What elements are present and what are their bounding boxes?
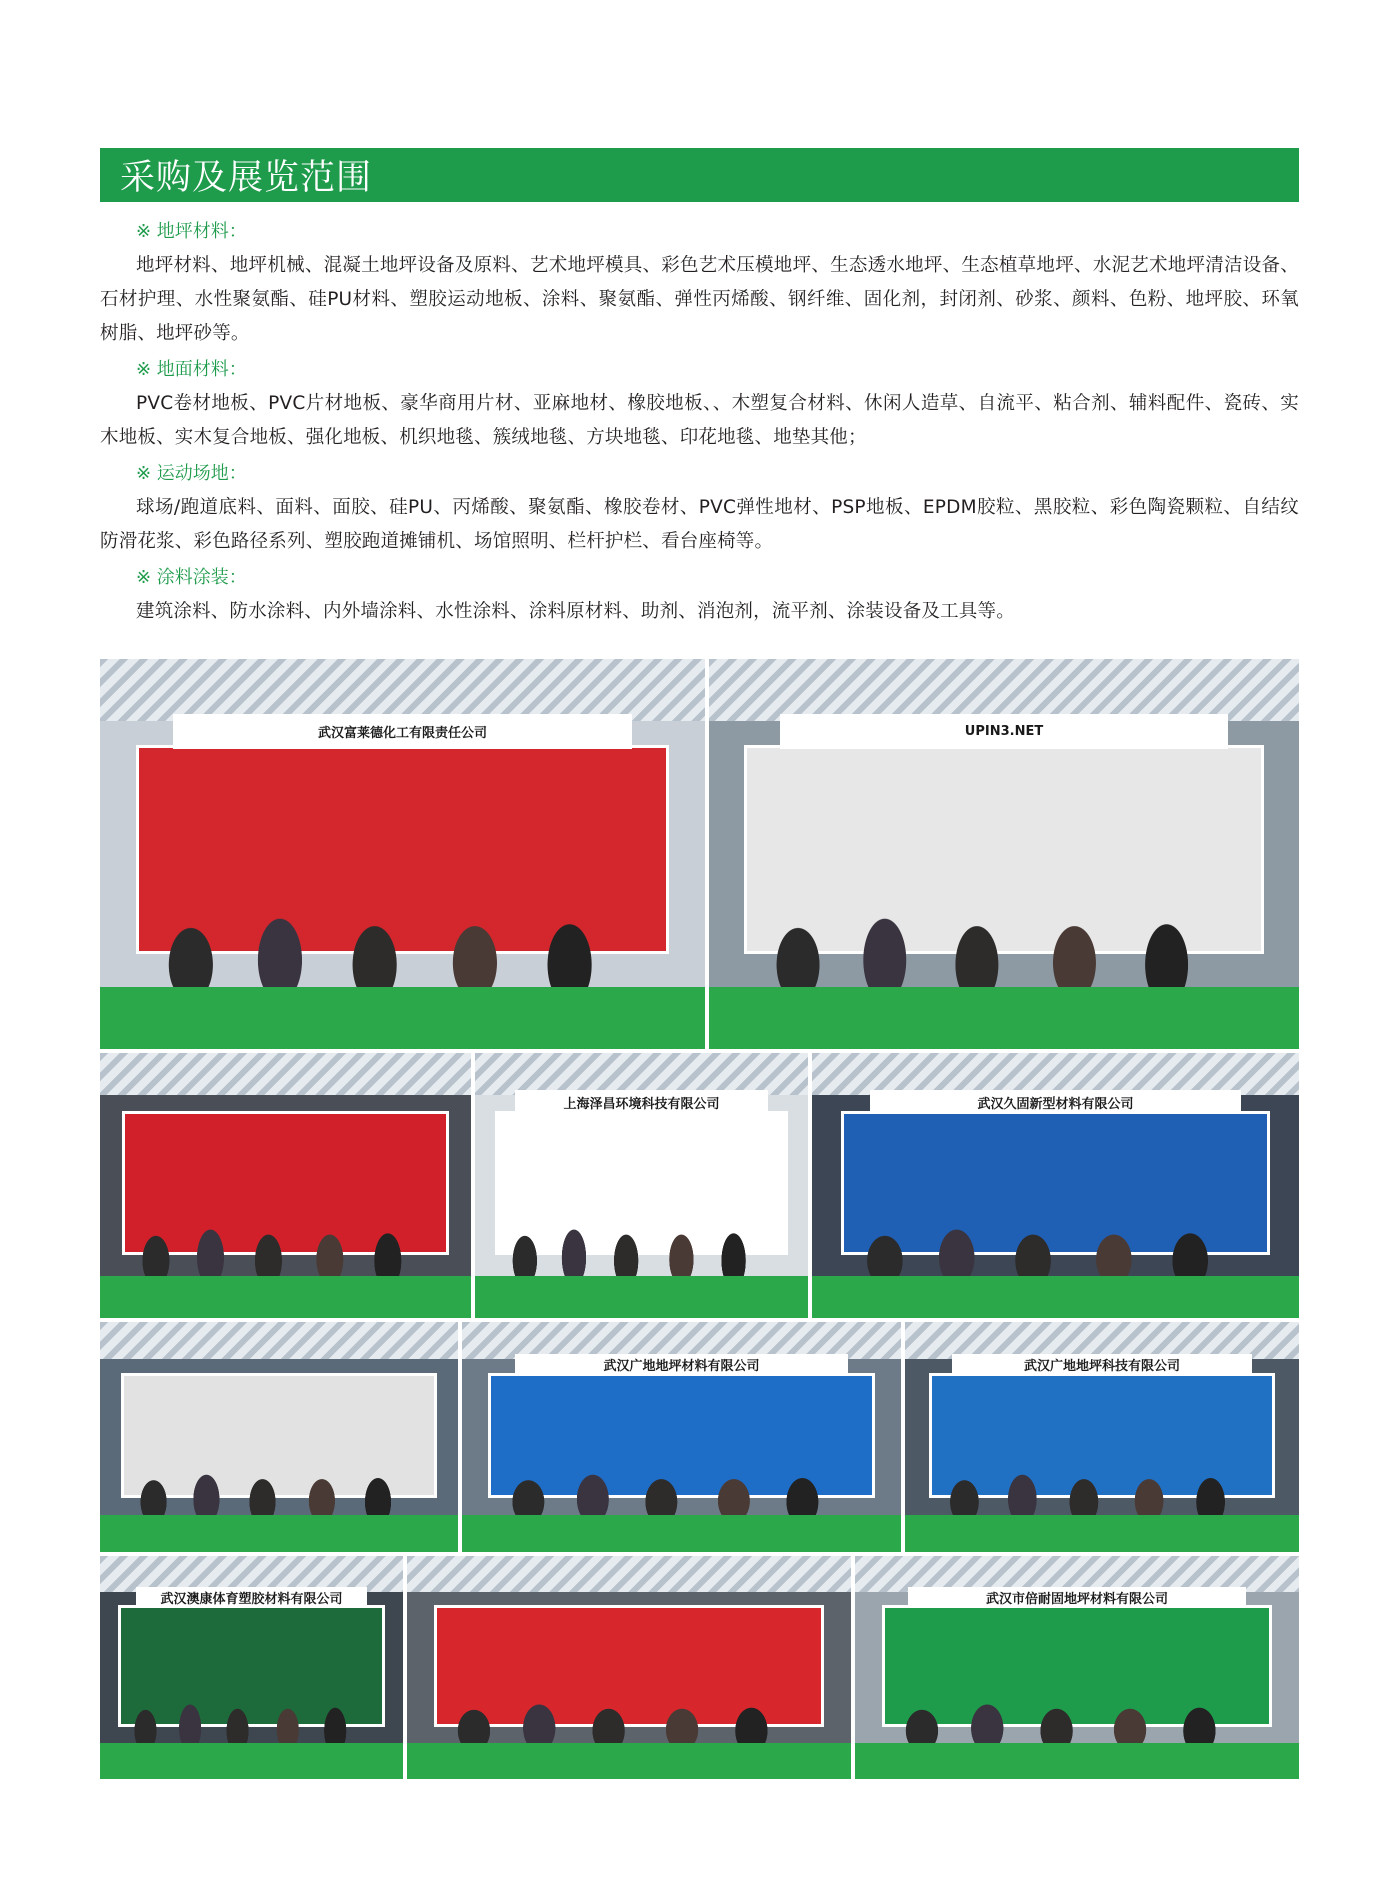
exhibition-photo (709, 659, 1299, 1049)
floor (100, 987, 705, 1049)
section-heading: ※ 地面材料： (136, 359, 247, 380)
floor (905, 1515, 1299, 1552)
exhibition-photo-collage (100, 659, 1299, 1779)
booth-sign: 上海泽昌环境科技有限公司 (515, 1090, 768, 1114)
exhibition-photo (475, 1053, 808, 1318)
exhibit-scope-list (100, 215, 1299, 631)
exhibition-photo (100, 659, 705, 1049)
exhibition-photo (905, 1322, 1299, 1552)
floor (100, 1743, 403, 1779)
section-heading: ※ 地坪材料： (136, 221, 247, 242)
floor (462, 1515, 901, 1552)
floor (812, 1276, 1299, 1318)
ceiling-truss (100, 1322, 458, 1359)
booth-sign: UPIN3.NET (780, 714, 1228, 749)
booth-sign: 武汉广地地坪材料有限公司 (515, 1354, 849, 1375)
booth-sign: 武汉市倍耐固地坪材料有限公司 (908, 1587, 1245, 1607)
exhibition-photo (100, 1053, 471, 1318)
exhibition-photo (855, 1556, 1299, 1779)
exhibition-photo (462, 1322, 901, 1552)
section-coatings (100, 561, 1299, 629)
ceiling-truss (475, 1053, 808, 1095)
booth-sign: 武汉久固新型材料有限公司 (870, 1090, 1240, 1114)
section-body: 球场/跑道底料、面料、面胶、硅PU、丙烯酸、聚氨酯、橡胶卷材、PVC弹性地材、PSP地板、EPDM胶粒、黑胶粒、彩色陶瓷颗粒、自结纹防滑花浆、彩色路径系列、塑胶跑道摊铺机、场馆照明、栏杆护栏、看台座椅等。 (100, 497, 1299, 552)
ceiling-truss (100, 1053, 471, 1095)
floor (407, 1743, 851, 1779)
section-floor-materials (100, 215, 1299, 351)
floor (100, 1276, 471, 1318)
section-body: PVC卷材地板、PVC片材地板、豪华商用片材、亚麻地材、橡胶地板、、木塑复合材料、休闲人造草、自流平、粘合剂、辅料配件、瓷砖、实木地板、实木复合地板、强化地板、机织地毯、簇绒地毯、方块地毯、印花地毯、地垫其他； (100, 393, 1299, 448)
section-body: 地坪材料、地坪机械、混凝土地坪设备及原料、艺术地坪模具、彩色艺术压模地坪、生态透水地坪、生态植草地坪、水泥艺术地坪清洁设备、石材护理、水性聚氨酯、硅PU材料、塑胶运动地板、涂料、聚氨酯、弹性丙烯酸、钢纤维、固化剂，封闭剂、砂浆、颜料、色粉、地坪胶、环氧树脂、地坪砂等。 (100, 255, 1299, 344)
exhibition-photo (812, 1053, 1299, 1318)
ceiling-truss (812, 1053, 1299, 1095)
section-banner (100, 148, 1299, 202)
booth-sign: 武汉富莱德化工有限责任公司 (173, 714, 633, 749)
section-ground-materials (100, 353, 1299, 455)
floor (100, 1515, 458, 1552)
ceiling-truss (100, 659, 705, 721)
booth-sign: 武汉广地地坪科技有限公司 (952, 1354, 1251, 1375)
floor (475, 1276, 808, 1318)
exhibition-photo (100, 1322, 458, 1552)
exhibition-photo (407, 1556, 851, 1779)
section-body: 建筑涂料、防水涂料、内外墙涂料、水性涂料、涂料原材料、助剂、消泡剂，流平剂、涂装设备及工具等。 (136, 601, 1015, 622)
floor (709, 987, 1299, 1049)
exhibition-photo (100, 1556, 403, 1779)
page-title: 采购及展览范围 (120, 158, 373, 198)
booth-sign: 武汉澳康体育塑胶材料有限公司 (136, 1587, 366, 1607)
ceiling-truss (709, 659, 1299, 721)
section-sports-venues (100, 457, 1299, 559)
ceiling-truss (407, 1556, 851, 1592)
section-heading: ※ 涂料涂装： (136, 567, 247, 588)
section-heading: ※ 运动场地： (136, 463, 247, 484)
floor (855, 1743, 1299, 1779)
